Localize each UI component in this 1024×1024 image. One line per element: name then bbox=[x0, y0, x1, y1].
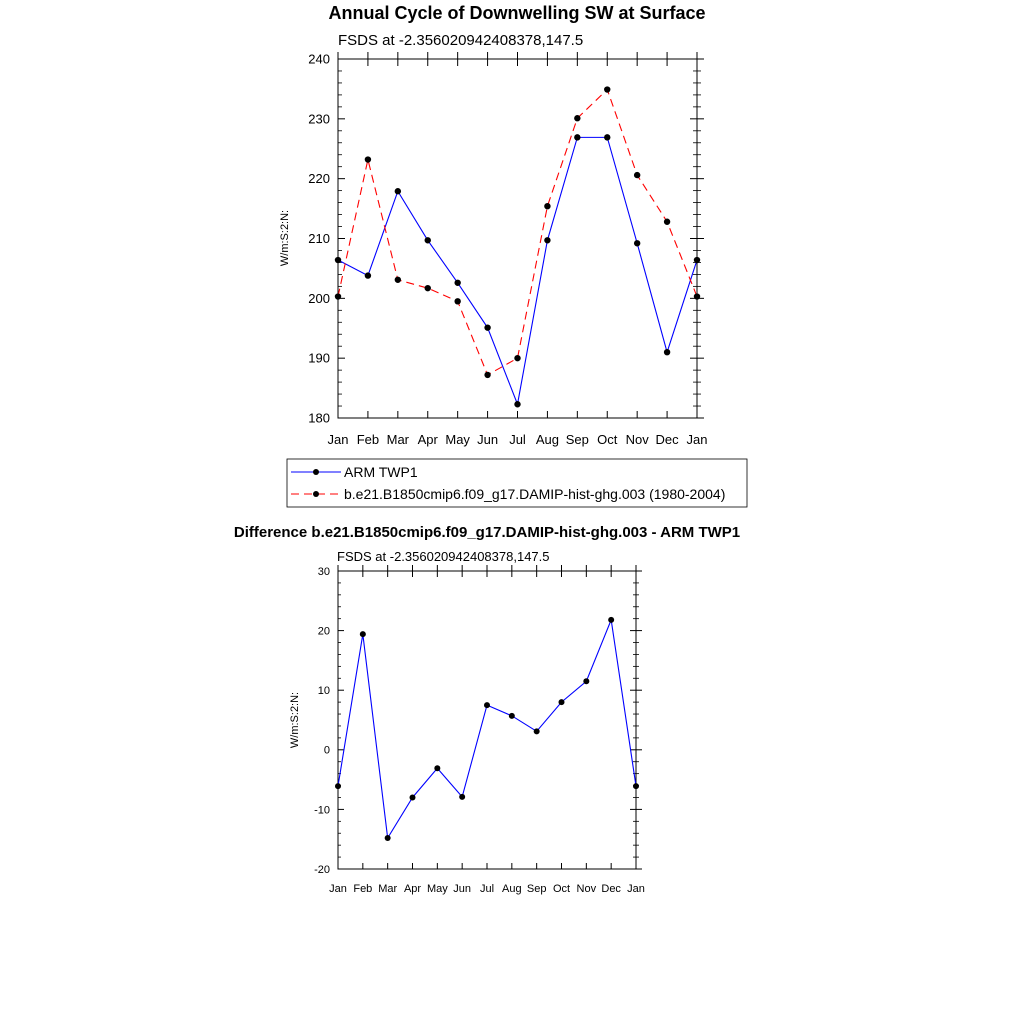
annual-cycle-chart bbox=[279, 3, 707, 447]
chart1-subtitle: FSDS at -2.356020942408378,147.5 bbox=[338, 32, 584, 49]
chart2-title: Difference b.e21.B1850cmip6.f09_g17.DAMIP-hist-ghg.003 - ARM TWP1 bbox=[233, 524, 741, 541]
data-point bbox=[360, 631, 366, 637]
y-tick-label: 230 bbox=[308, 111, 330, 127]
x-tick-label-oct: Oct bbox=[552, 883, 571, 895]
chart1-y-ticks bbox=[308, 52, 704, 426]
x-tick-label-jul: Jul bbox=[509, 432, 526, 447]
chart1-legend bbox=[287, 459, 747, 507]
x-tick-label-jul: Jul bbox=[479, 883, 495, 895]
data-point bbox=[559, 699, 565, 705]
y-tick-label: 0 bbox=[323, 744, 330, 757]
series-line-primary bbox=[338, 137, 697, 404]
data-point bbox=[454, 298, 460, 304]
x-tick-label-jun: Jun bbox=[453, 883, 472, 895]
data-point bbox=[484, 324, 490, 330]
chart1-x-ticks bbox=[328, 52, 708, 447]
data-point bbox=[425, 285, 431, 291]
data-point bbox=[454, 280, 460, 286]
data-point bbox=[434, 765, 440, 771]
data-point bbox=[583, 678, 589, 684]
y-tick-label: 30 bbox=[317, 565, 330, 578]
x-tick-label-jan: Jan bbox=[327, 432, 349, 447]
data-point bbox=[604, 86, 610, 92]
data-point bbox=[544, 203, 550, 209]
data-point bbox=[385, 835, 391, 841]
x-tick-label-dec: Dec bbox=[655, 432, 679, 447]
data-point bbox=[633, 783, 639, 789]
data-point bbox=[514, 401, 520, 407]
legend-marker-obs bbox=[313, 469, 319, 475]
data-point bbox=[365, 272, 371, 278]
data-point bbox=[365, 156, 371, 162]
data-point bbox=[664, 219, 670, 225]
x-tick-label-sep: Sep bbox=[526, 883, 547, 895]
data-point bbox=[395, 188, 401, 194]
x-tick-label-jun: Jun bbox=[477, 432, 499, 447]
y-tick-label: 180 bbox=[308, 410, 330, 426]
x-tick-label-jan: Jan bbox=[329, 883, 347, 895]
y-tick-label: 200 bbox=[308, 290, 330, 306]
x-tick-label-apr: Apr bbox=[417, 432, 438, 447]
data-point bbox=[608, 617, 614, 623]
x-tick-label-may: May bbox=[426, 883, 448, 895]
chart2-x-ticks bbox=[329, 565, 645, 895]
chart2-subtitle: FSDS at -2.356020942408378,147.5 bbox=[337, 549, 550, 564]
x-tick-label-aug: Aug bbox=[502, 883, 522, 895]
chart1-plot-frame bbox=[338, 59, 697, 418]
data-point bbox=[664, 349, 670, 355]
data-point bbox=[514, 355, 520, 361]
chart2-plot-frame bbox=[338, 571, 636, 869]
data-point bbox=[484, 702, 490, 708]
y-tick-label: 20 bbox=[317, 625, 330, 638]
data-point bbox=[634, 172, 640, 178]
x-tick-label-may: May bbox=[445, 432, 470, 447]
y-tick-label: 240 bbox=[308, 51, 330, 67]
legend-marker-model bbox=[313, 491, 319, 497]
data-point bbox=[459, 794, 465, 800]
chart1-y-axis-label: W/m:S:2:N: bbox=[279, 209, 291, 267]
x-tick-label-mar: Mar bbox=[386, 432, 410, 447]
x-tick-label-aug: Aug bbox=[535, 432, 559, 447]
chart1-title: Annual Cycle of Downwelling SW at Surface bbox=[328, 3, 706, 23]
chart2-y-axis-label: W/m:S:2:N: bbox=[289, 691, 301, 749]
y-tick-label: 220 bbox=[308, 171, 330, 187]
difference-chart bbox=[234, 524, 740, 895]
x-tick-label-jan: Jan bbox=[627, 883, 645, 895]
x-tick-label-sep: Sep bbox=[565, 432, 589, 447]
chart2-series bbox=[335, 617, 639, 841]
x-tick-label-mar: Mar bbox=[378, 883, 398, 895]
y-tick-label: -10 bbox=[314, 804, 330, 817]
legend-label-obs: ARM TWP1 bbox=[344, 464, 418, 480]
y-tick-label: -20 bbox=[314, 863, 330, 876]
data-point bbox=[509, 713, 515, 719]
data-point bbox=[335, 293, 341, 299]
data-point bbox=[604, 134, 610, 140]
data-point bbox=[634, 240, 640, 246]
x-tick-label-nov: Nov bbox=[576, 883, 597, 895]
chart1-series bbox=[335, 86, 700, 407]
data-point bbox=[425, 237, 431, 243]
y-tick-label: 210 bbox=[308, 231, 330, 247]
data-point bbox=[484, 372, 490, 378]
data-point bbox=[410, 794, 416, 800]
data-point bbox=[335, 257, 341, 263]
x-tick-label-feb: Feb bbox=[356, 432, 380, 447]
y-tick-label: 190 bbox=[308, 350, 330, 366]
data-point bbox=[395, 277, 401, 283]
data-point bbox=[694, 257, 700, 263]
x-tick-label-jan: Jan bbox=[686, 432, 708, 447]
data-point bbox=[574, 134, 580, 140]
data-point bbox=[534, 728, 540, 734]
x-tick-label-dec: Dec bbox=[601, 883, 621, 895]
data-point bbox=[694, 293, 700, 299]
x-tick-label-apr: Apr bbox=[403, 883, 422, 895]
series-line-primary bbox=[338, 620, 636, 838]
x-tick-label-oct: Oct bbox=[597, 432, 618, 447]
data-point bbox=[574, 115, 580, 121]
data-point bbox=[544, 237, 550, 243]
data-point bbox=[335, 783, 341, 789]
x-tick-label-feb: Feb bbox=[353, 883, 373, 895]
x-tick-label-nov: Nov bbox=[625, 432, 649, 447]
legend-label-model: b.e21.B1850cmip6.f09_g17.DAMIP-hist-ghg.003 (1980-2004) bbox=[344, 486, 726, 502]
chart2-y-ticks bbox=[314, 566, 642, 876]
series-line-secondary bbox=[338, 90, 697, 375]
y-tick-label: 10 bbox=[317, 685, 330, 698]
